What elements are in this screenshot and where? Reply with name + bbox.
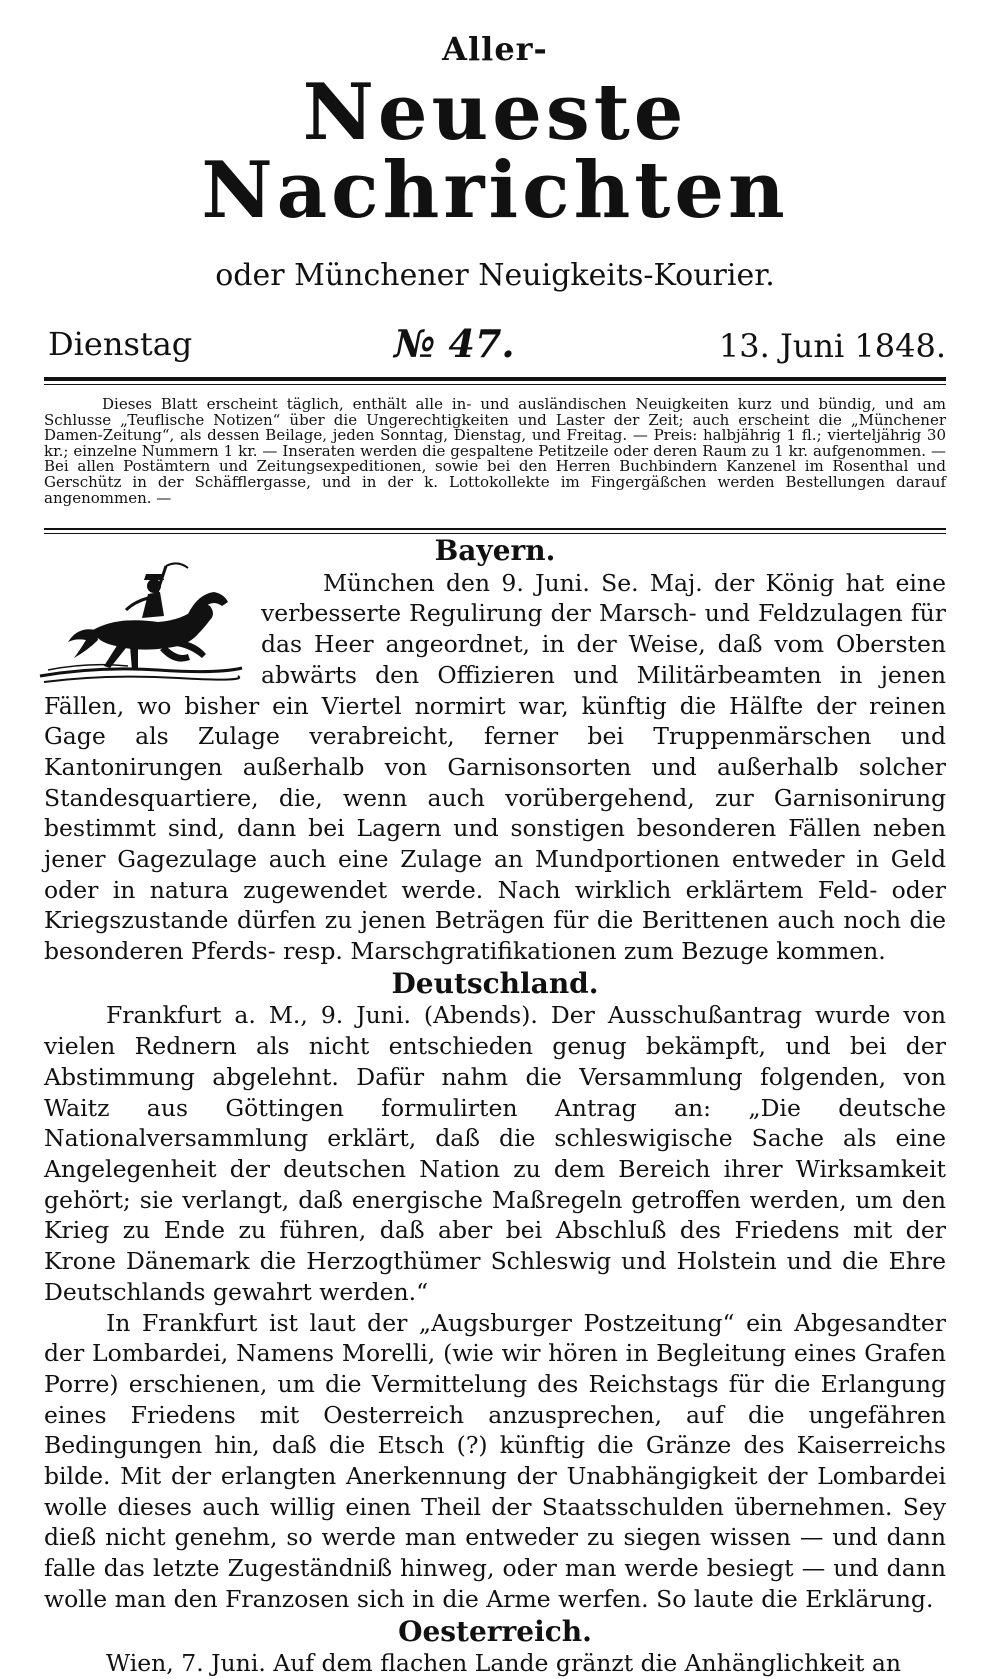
issue-date: 13. Juni 1848. [718, 327, 946, 365]
article-deutschland [44, 1000, 946, 1614]
article-oesterreich-p1: Wien, 7. Juni. Auf dem flachen Lande gränzt die Anhänglichkeit an [106, 1649, 902, 1678]
header-rule [44, 377, 946, 381]
masthead-subtitle: oder Münchener Neuigkeits-Kourier. [215, 258, 775, 293]
article-deutschland-p2: In Frankfurt ist laut der „Augsburger Postzeitung“ ein Abgesandter der Lombardei, Namens Morelli, (wie wir hören in Begleitung eines Grafen Porre) erschienen, um die Vermittelung des Reichstags für die Erlangung eines Friedens mit Oesterreich anzusprechen, auf die ungefähren Bedingungen hin, daß die Etsch (?) künftig die Gränze des Kaiserreichs bilde. Mit der erlangten Anerkennung der Unabhängigkeit der Lombardei wolle dieses auch willig einen Theil der Staatsschulden übernehmen. Sey dieß nicht genehm, so werde man entweder zu siegen wissen — und dann falle das letzte Zugeständniß hinweg, oder man werde besiegt — und dann wolle man den Franzosen sich in die Arme werfen. So laute die Erklärung. [44, 1308, 946, 1613]
notice-rule [44, 528, 946, 530]
masthead-top: Aller- [442, 30, 548, 68]
issue-number: № 47. [394, 321, 515, 366]
dateline [44, 317, 946, 373]
article-bayern-text: München den 9. Juni. Se. Maj. der König hat eine verbesserte Regulirung der Marsch- und Feldzulagen für das Heer angeordnet, in der Weise, daß vom Obersten abwärts den Offizieren und Militärbeamten in jenen Fällen, wo bisher ein Viertel normirt war, künftig die Hälfte der reinen Gage als Zulage verabreicht, ferner bei Truppenmärschen und Kantonirungen außerhalb von Garnisonsorten und außerhalb solcher Standesquartiere, die, wenn auch vorübergehend, zur Garnisonirung bestimmt sind, dann bei Lagern und sonstigen besonderen Fällen neben jener Gagezulage auch eine Zulage an Mundportionen entweder in Geld oder in natura zugewendet werde. Nach wirklich erklärtem Feld- oder Kriegszustande dürfen zu jenen Beträgen für die Berittenen auch noch die besonderen Pferds- resp. Marschgratifikationen zum Bezuge kommen. [44, 568, 946, 966]
section-heading-bayern: Bayern. [434, 534, 556, 568]
article-bayern [44, 568, 946, 967]
article-deutschland-p1: Frankfurt a. M., 9. Juni. (Abends). Der Ausschußantrag wurde von vielen Rednern als nicht entschieden genug bekämpft, und bei der Abstimmung abgelehnt. Dafür nahm die Versammlung folgenden, von Waitz aus Göttingen formulirten Antrag an: „Die deutsche Nationalversammlung erklärt, daß die schleswigische Sache als eine Angelegenheit der deutschen Nation zu dem Bereich ihrer Wirksamkeit gehört; sie verlangt, daß energische Maßregeln getroffen werden, um den Krieg zu Ende zu führen, daß aber bei Abschluß des Friedens mit der Krone Dänemark die Herzogthümer Schleswig und Holstein und die Ehre Deutschlands gewahrt werden.“ [44, 1001, 946, 1306]
section-heading-oesterreich: Oesterreich. [398, 1614, 592, 1648]
horse-rider-icon [38, 558, 243, 686]
issue-day: Dienstag [48, 325, 193, 363]
subscription-notice: Dieses Blatt erscheint täglich, enthält alle in- und ausländischen Neuigkeiten kurz und bündig, und am Schlusse „Teuflische Notizen“ über die Ungerechtigkeiten und Laster der Zeit; auch erscheint die „Münchener Damen-Zeitung“, als dessen Beilage, jeden Sonntag, Dienstag, und Freitag. — Preis: halbjährig 1 fl.; vierteljährig 30 kr.; einzelne Nummern 1 kr. — Inseraten werden die gespaltene Petitzeile oder deren Raum zu 1 kr. aufgenommen. — Bei allen Postämtern und Zeitungsexpeditionen, sowie bei den Herren Buchbindern Kanzenel im Rosenthal und Gerschütz in der Schäfflergasse, und in der k. Lottokollekte im Fingergäßchen werden Bestellungen darauf angenommen. — [44, 395, 946, 507]
header-rule-thin [44, 384, 946, 385]
section-heading-deutschland: Deutschland. [391, 966, 599, 1000]
masthead-title: Neueste Nachrichten [201, 67, 789, 236]
article-oesterreich [44, 1648, 946, 1679]
